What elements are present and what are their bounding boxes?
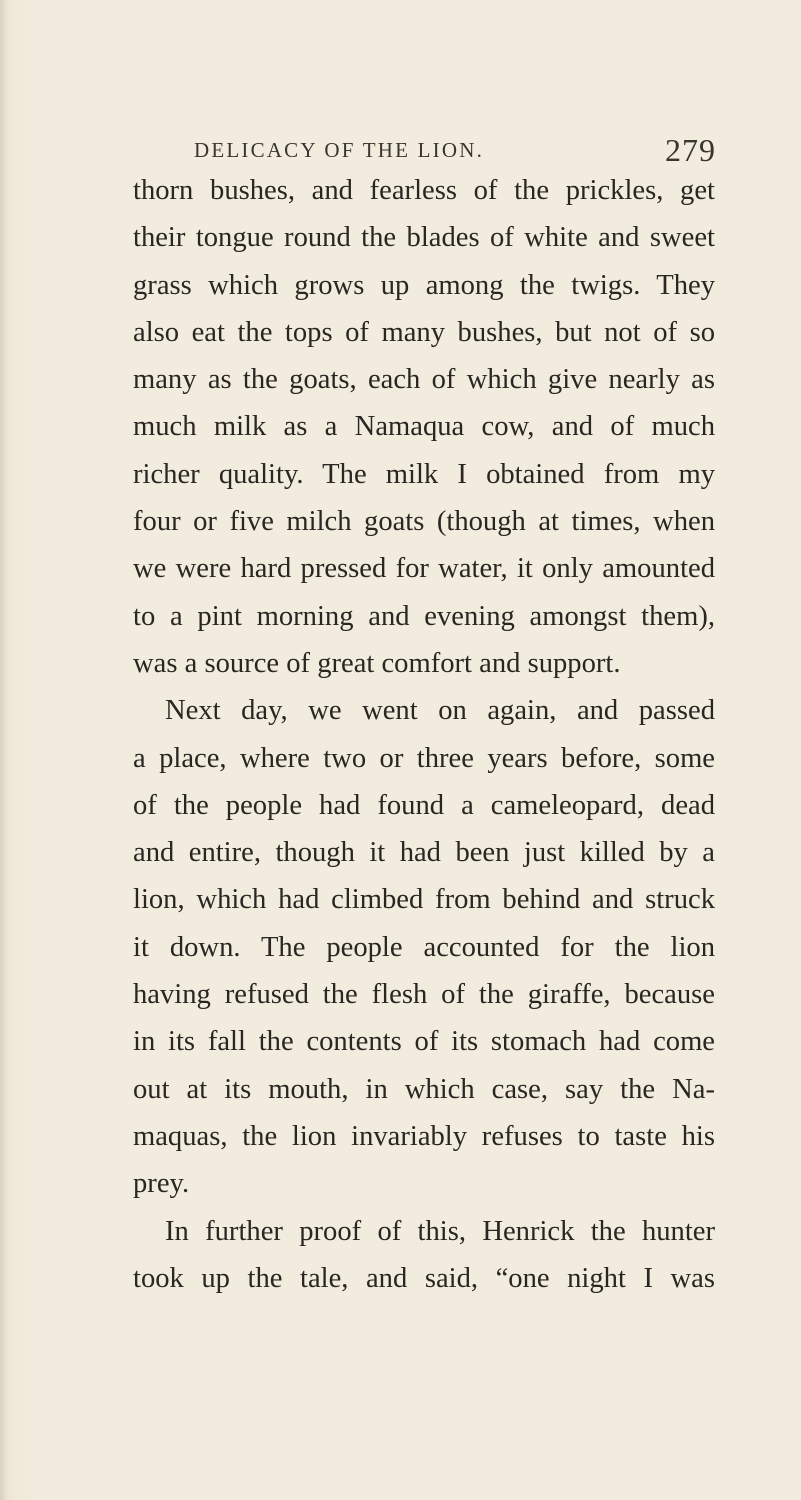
text-line: richer quality. The milk I obtained from my bbox=[133, 458, 715, 490]
text-line: took up the tale, and said, “one night I was bbox=[133, 1262, 715, 1294]
text-line: four or five milch goats (though at times, when bbox=[133, 506, 715, 538]
text-line: of the people had found a cameleopard, dead bbox=[133, 789, 715, 821]
text-line: grass which grows up among the twigs. They bbox=[133, 269, 715, 301]
text-line: prey. bbox=[133, 1168, 190, 1200]
text-line: was a source of great comfort and support. bbox=[133, 647, 621, 679]
running-head bbox=[194, 132, 716, 172]
text-line: Next day, we went on again, and passed bbox=[165, 695, 715, 727]
text-line: lion, which had climbed from behind and struck bbox=[133, 884, 715, 916]
text-line: a place, where two or three years before, some bbox=[133, 742, 715, 774]
text-line: in its fall the contents of its stomach had come bbox=[133, 1026, 715, 1058]
text-line: also eat the tops of many bushes, but not of so bbox=[133, 316, 715, 348]
text-line: many as the goats, each of which give nearly as bbox=[133, 364, 715, 396]
body-text bbox=[133, 167, 715, 1302]
text-line: having refused the flesh of the giraffe, because bbox=[133, 979, 715, 1011]
text-line: it down. The people accounted for the lion bbox=[133, 931, 715, 963]
page-number: 279 bbox=[665, 132, 716, 168]
text-line: out at its mouth, in which case, say the Na- bbox=[133, 1073, 715, 1105]
text-line: to a pint morning and evening amongst them), bbox=[133, 600, 715, 632]
running-title: DELICACY OF THE LION. bbox=[194, 138, 485, 162]
text-line: much milk as a Namaqua cow, and of much bbox=[133, 411, 715, 443]
page-binding-edge bbox=[0, 0, 7, 1500]
text-line: In further proof of this, Henrick the hunter bbox=[165, 1215, 715, 1247]
text-line: thorn bushes, and fearless of the prickles, get bbox=[133, 175, 715, 206]
text-line: maquas, the lion invariably refuses to taste his bbox=[133, 1120, 715, 1152]
text-line: we were hard pressed for water, it only amounted bbox=[133, 553, 715, 585]
text-line: their tongue round the blades of white and sweet bbox=[133, 222, 715, 254]
text-line: and entire, though it had been just killed by a bbox=[133, 837, 715, 869]
